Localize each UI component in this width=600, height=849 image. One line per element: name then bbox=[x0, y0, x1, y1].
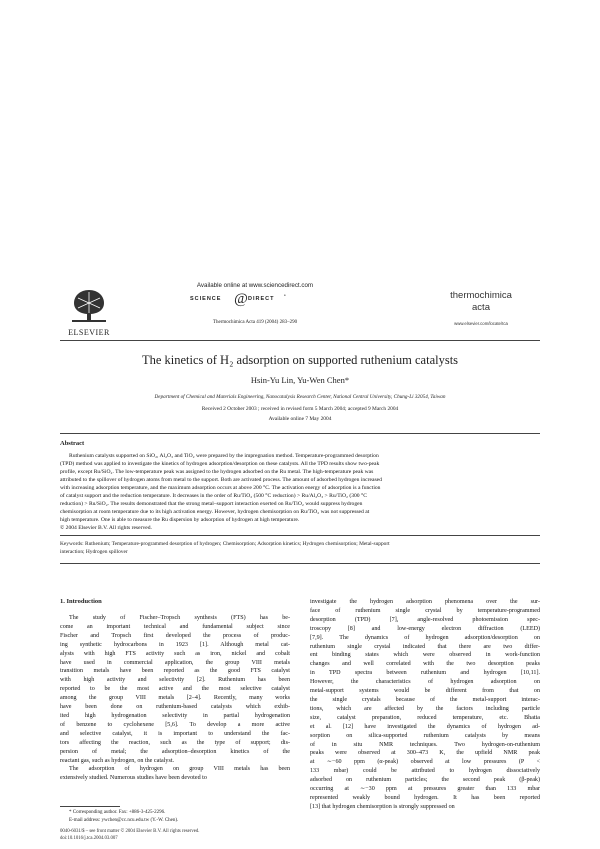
abstract-line: profile, except Ru/SiO₂. The low-temperature peak was assigned to the hydrogen adsorbed on the Ru metal. The high-temperature peak was bbox=[60, 469, 374, 475]
available-online-text: Available online at www.sciencedirect.com bbox=[196, 282, 314, 289]
sciencedirect-at-icon: @ bbox=[234, 291, 248, 307]
sciencedirect-dot: • bbox=[284, 294, 286, 299]
footer-frontmatter: 0040-6031/$ – see front matter © 2004 Elsevier B.V. All rights reserved. bbox=[60, 829, 200, 834]
body-text-line: extensively studied. Numerous studies have been devoted to bbox=[60, 775, 207, 782]
abstract-line: of catalyst support and the reduction temperature. It decreases in the order of Ru/TiO₂ (500 °C reduction) > Ru/Al₂O₃ > Ru/TiO₂ (300 °C bbox=[60, 493, 367, 499]
sciencedirect-logo: SCIENCE @ DIRECT • bbox=[190, 291, 286, 307]
body-text-line: have used in commercial application, the group VIII metals bbox=[60, 659, 290, 666]
keywords-line: interaction; Hydrogen spillover bbox=[60, 549, 128, 555]
body-text-line: changes and well correlated with the two desorption peaks bbox=[310, 661, 540, 668]
body-text-line: size, catalyst preparation, reduced temperature, etc. Bhatia bbox=[310, 714, 540, 721]
body-text-line: face of ruthenium single crystal by temperature-programmed bbox=[310, 607, 540, 614]
abstract-line: Ruthenium catalysts supported on SiO₂, Al₂O₃ and TiO₂ were prepared by the impregnation method. Temperature-programmed desorption bbox=[69, 453, 379, 459]
body-text-line: tors affecting the reaction, such as the type of support; dis- bbox=[60, 739, 290, 746]
body-text-line: of in situ NMR techniques. Two hydrogen-on-ruthenium bbox=[310, 741, 540, 748]
body-text-line: ruthenium single crystal indicated that there are two differ- bbox=[310, 643, 540, 650]
intro-heading: 1. Introduction bbox=[60, 598, 102, 605]
body-text-line: of benzene to cyclohexene [5,6]. To develop a more active bbox=[60, 721, 290, 728]
body-text-line: come an important technical and fundamental subject since bbox=[60, 623, 290, 630]
body-text-line: peaks were observed at 300–473 K, the upfield NMR peak bbox=[310, 750, 540, 757]
received-dates: Received 2 October 2003 ; received in revised form 5 March 2004; accepted 9 March 2004 bbox=[201, 406, 399, 412]
body-text-line: the single crystals because of the metal-support interac- bbox=[310, 696, 540, 703]
body-text-line: ing synthetic hydrocarbons in 1923 [1]. Although metal cat- bbox=[60, 641, 290, 648]
journal-title-line1: thermochimica bbox=[450, 290, 512, 301]
abstract-body bbox=[60, 452, 540, 532]
body-text-line: The study of Fischer–Tropsch synthesis (FTS) has be- bbox=[69, 615, 290, 621]
keywords-rule bbox=[60, 563, 540, 564]
right-column bbox=[310, 598, 540, 812]
body-text-line: ited high hydrogenation selectivity in partial hydrogenation bbox=[60, 712, 290, 719]
header-rule bbox=[60, 340, 540, 341]
body-text-line: transition metals have been reported as the good FTS catalyst bbox=[60, 668, 290, 675]
body-text-line: adsorbed on ruthenium particles; the second peak (β-peak) bbox=[310, 777, 540, 784]
elsevier-wordmark: ELSEVIER bbox=[68, 328, 110, 337]
elsevier-tree-icon bbox=[66, 286, 112, 324]
body-text-line: et al. [12] have investigated the dynamics of hydrogen ad- bbox=[310, 723, 540, 730]
body-text-line: occurring at ∼−30 ppm at pressures greater than 133 mbar bbox=[310, 786, 540, 793]
footnote-rule bbox=[60, 806, 120, 807]
body-text-line: reported to be the most active and the most selective catalyst bbox=[60, 686, 290, 693]
keywords-line: Keywords: Ruthenium; Temperature-programmed desorption of hydrogen; Chemisorption; Adsorption kinetics; Hydrogen chemisorption; Metal-support bbox=[60, 541, 390, 547]
body-text-line: and selective catalyst, it is important to understand the fac- bbox=[60, 730, 290, 737]
body-text-line: persion of metal; the adsorption–desorption kinetics of the bbox=[60, 748, 290, 755]
abstract-heading: Abstract bbox=[60, 440, 85, 447]
abstract-line: (TPD) method was applied to investigate the kinetics of hydrogen adsorption/desorption on these catalysts. All the TPD results show two-peak bbox=[60, 461, 380, 467]
elsevier-logo bbox=[66, 286, 112, 337]
body-text-line: The adsorption of hydrogen on group VIII metals has been bbox=[69, 766, 290, 773]
journal-title-line2: acta bbox=[472, 302, 490, 313]
body-text-line: investigate the hydrogen adsorption phenomena over the sur- bbox=[310, 599, 540, 605]
body-text-line: ent binding states which were observed in work-function bbox=[310, 652, 540, 659]
journal-cover bbox=[436, 290, 526, 338]
body-text-line: However, the characteristics of hydrogen adsorption on bbox=[310, 679, 540, 686]
copyright-line: © 2004 Elsevier B.V. All rights reserved. bbox=[60, 525, 152, 531]
body-text-line: Fischer and Tropsch first developed the process of produc- bbox=[60, 632, 290, 639]
journal-citation: Thermochimica Acta 419 (2004) 283–290 bbox=[212, 320, 298, 325]
abstract-line: with increasing adsorption temperature, and the maximum adsorption occurs at above 200 °C. The activation energy of adsorption is a function bbox=[60, 485, 381, 491]
body-text-line: 133 mbar) could be attributed to hydrogen dissociatively bbox=[310, 768, 540, 775]
left-column bbox=[60, 614, 290, 783]
footnote-corresponding: * Corresponding author. Fax: +886-3-425-2296. bbox=[69, 810, 166, 815]
abstract-line: high temperature. One is able to measure the Ru dispersion by adsorption of hydrogen at high temperature. bbox=[60, 517, 300, 523]
body-text-line: alysts with high FTS activity such as iron, nickel and cobalt bbox=[60, 650, 290, 657]
body-text-line: metal-support systems would be different from that on bbox=[310, 688, 540, 695]
footnote bbox=[60, 809, 290, 824]
body-text-line: reactant gas, such as hydrogen, on the catalyst. bbox=[60, 757, 175, 764]
body-text-line: [7,9]. The dynamics of hydrogen adsorption/desorption on bbox=[310, 634, 540, 641]
body-text-line: at ∼−60 ppm (α-peak) observed at low pressures (P < bbox=[310, 759, 540, 766]
affiliation: Department of Chemical and Materials Engineering, Nanocatalysis Research Center, National Central University, Chung-Li 32054, Taiwan bbox=[154, 394, 446, 400]
body-text-line: troscopy [8] and low-energy electron diffraction (LEED) bbox=[310, 625, 540, 632]
body-text-line: [13] that hydrogen chemisorption is strongly suppressed on bbox=[310, 803, 455, 810]
authors: Hsin-Yu Lin, Yu-Wen Chen* bbox=[250, 375, 350, 385]
abstract-line: attributed to the spillover of hydrogen atoms from metal to the support. Both are activated process. The amount of adsorbed hydrogen increased bbox=[60, 477, 382, 483]
body-text-line: sorption on silica-supported ruthenium catalysts by means bbox=[310, 732, 540, 739]
page-footer bbox=[60, 829, 360, 842]
abstract-line: reduction) > Ru/SiO₂. The results demonstrated that the strong metal–support interaction exerted on Ru/TiO₂ would suppress hydrogen bbox=[60, 501, 363, 507]
body-text-line: desorption (TPD) [7], angle-resolved photoemission spec- bbox=[310, 616, 540, 623]
footer-doi[interactable]: doi:10.1016/j.tca.2004.03.007 bbox=[60, 835, 118, 841]
footnote-email[interactable]: E-mail address: ywchen@cc.ncu.edu.tw (Y.-W. Chen). bbox=[69, 817, 179, 823]
keywords bbox=[60, 540, 540, 556]
body-text-line: with high activity and selectivity [2]. Ruthenium has been bbox=[60, 677, 290, 684]
body-text-line: have been done on ruthenium-based catalysts which exhib- bbox=[60, 704, 290, 711]
body-text-line: tions, which are affected by the factors including particle bbox=[310, 705, 540, 712]
abstract-line: chemisorption at room temperature due to its high activation energy. However, hydrogen chemisorption on Ru/TiO₂ was not suppressed at bbox=[60, 509, 370, 515]
abstract-rule bbox=[60, 535, 540, 536]
available-date: Available online 7 May 2004 bbox=[268, 416, 332, 422]
article-title: The kinetics of H₂ adsorption on supported ruthenium catalysts bbox=[141, 353, 459, 367]
body-text-line: among the group VIII metals [2–4]. Recently, many works bbox=[60, 695, 290, 702]
body-text-line: represented weakly bound hydrogen. It has been reported bbox=[310, 794, 540, 801]
title-rule bbox=[60, 433, 540, 434]
journal-url[interactable]: www.elsevier.com/locate/tca bbox=[454, 321, 508, 326]
body-text-line: in TPD spectra between ruthenium and hydrogen [10,11]. bbox=[310, 670, 540, 677]
